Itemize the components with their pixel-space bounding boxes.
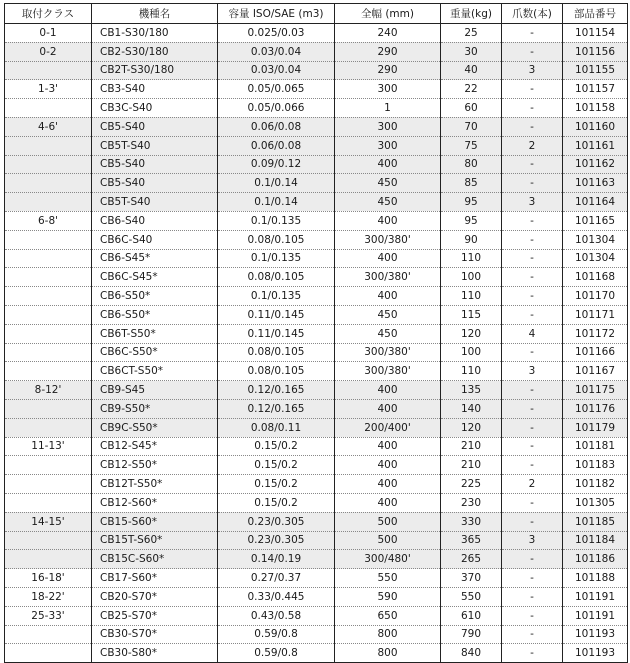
cell-model-name: CB30-S80* xyxy=(92,644,218,663)
cell-teeth-count: - xyxy=(502,437,563,456)
cell-part-number: 101305 xyxy=(563,493,628,512)
table-row xyxy=(5,644,628,663)
cell-mount-class xyxy=(5,99,92,118)
cell-teeth-count: - xyxy=(502,42,563,61)
cell-overall-width: 400 xyxy=(335,381,441,400)
table-row xyxy=(5,550,628,569)
cell-model-name: CB2-S30/180 xyxy=(92,42,218,61)
cell-overall-width: 800 xyxy=(335,625,441,644)
cell-part-number: 101156 xyxy=(563,42,628,61)
cell-model-name: CB6-S50* xyxy=(92,287,218,306)
cell-weight: 60 xyxy=(441,99,502,118)
cell-mount-class xyxy=(5,305,92,324)
cell-part-number: 101175 xyxy=(563,381,628,400)
cell-teeth-count: - xyxy=(502,456,563,475)
cell-mount-class xyxy=(5,268,92,287)
cell-capacity: 0.08/0.11 xyxy=(218,418,335,437)
cell-teeth-count: - xyxy=(502,625,563,644)
cell-overall-width: 400 xyxy=(335,155,441,174)
cell-teeth-count: - xyxy=(502,174,563,193)
cell-model-name: CB20-S70* xyxy=(92,587,218,606)
table-row xyxy=(5,136,628,155)
cell-mount-class: 8-12' xyxy=(5,381,92,400)
cell-overall-width: 240 xyxy=(335,24,441,43)
cell-capacity: 0.15/0.2 xyxy=(218,475,335,494)
cell-weight: 370 xyxy=(441,569,502,588)
table-row xyxy=(5,24,628,43)
cell-capacity: 0.1/0.14 xyxy=(218,193,335,212)
cell-teeth-count: - xyxy=(502,99,563,118)
cell-teeth-count: 3 xyxy=(502,531,563,550)
table-row xyxy=(5,587,628,606)
table-row xyxy=(5,324,628,343)
table-row xyxy=(5,362,628,381)
cell-teeth-count: - xyxy=(502,644,563,663)
cell-teeth-count: - xyxy=(502,493,563,512)
cell-overall-width: 300 xyxy=(335,80,441,99)
cell-part-number: 101170 xyxy=(563,287,628,306)
cell-part-number: 101166 xyxy=(563,343,628,362)
cell-teeth-count: 3 xyxy=(502,193,563,212)
cell-part-number: 101188 xyxy=(563,569,628,588)
cell-capacity: 0.06/0.08 xyxy=(218,136,335,155)
cell-capacity: 0.05/0.066 xyxy=(218,99,335,118)
cell-overall-width: 400 xyxy=(335,287,441,306)
cell-part-number: 101191 xyxy=(563,587,628,606)
cell-mount-class xyxy=(5,493,92,512)
cell-mount-class xyxy=(5,531,92,550)
cell-overall-width: 400 xyxy=(335,399,441,418)
cell-teeth-count: 3 xyxy=(502,362,563,381)
cell-overall-width: 650 xyxy=(335,606,441,625)
cell-part-number: 101182 xyxy=(563,475,628,494)
cell-weight: 365 xyxy=(441,531,502,550)
cell-mount-class xyxy=(5,456,92,475)
cell-capacity: 0.08/0.105 xyxy=(218,343,335,362)
table-row xyxy=(5,493,628,512)
cell-teeth-count: - xyxy=(502,305,563,324)
table-row xyxy=(5,193,628,212)
cell-part-number: 101176 xyxy=(563,399,628,418)
cell-weight: 90 xyxy=(441,230,502,249)
cell-model-name: CB12-S50* xyxy=(92,456,218,475)
cell-overall-width: 590 xyxy=(335,587,441,606)
cell-teeth-count: - xyxy=(502,606,563,625)
cell-overall-width: 450 xyxy=(335,324,441,343)
cell-weight: 95 xyxy=(441,193,502,212)
cell-teeth-count: - xyxy=(502,569,563,588)
cell-mount-class xyxy=(5,230,92,249)
cell-teeth-count: - xyxy=(502,550,563,569)
cell-capacity: 0.23/0.305 xyxy=(218,531,335,550)
cell-overall-width: 300 xyxy=(335,136,441,155)
cell-model-name: CB5-S40 xyxy=(92,174,218,193)
cell-mount-class xyxy=(5,399,92,418)
cell-weight: 840 xyxy=(441,644,502,663)
spec-table xyxy=(4,3,628,663)
cell-weight: 110 xyxy=(441,287,502,306)
cell-model-name: CB6C-S40 xyxy=(92,230,218,249)
cell-model-name: CB6-S50* xyxy=(92,305,218,324)
cell-overall-width: 400 xyxy=(335,437,441,456)
cell-part-number: 101162 xyxy=(563,155,628,174)
cell-weight: 265 xyxy=(441,550,502,569)
cell-weight: 40 xyxy=(441,61,502,80)
cell-teeth-count: 2 xyxy=(502,475,563,494)
cell-teeth-count: - xyxy=(502,24,563,43)
cell-capacity: 0.15/0.2 xyxy=(218,437,335,456)
table-row xyxy=(5,117,628,136)
cell-model-name: CB6-S45* xyxy=(92,249,218,268)
table-row xyxy=(5,569,628,588)
cell-mount-class: 18-22' xyxy=(5,587,92,606)
cell-part-number: 101183 xyxy=(563,456,628,475)
cell-part-number: 101161 xyxy=(563,136,628,155)
cell-mount-class: 14-15' xyxy=(5,512,92,531)
cell-model-name: CB3-S40 xyxy=(92,80,218,99)
cell-weight: 70 xyxy=(441,117,502,136)
table-row xyxy=(5,437,628,456)
cell-part-number: 101158 xyxy=(563,99,628,118)
cell-weight: 115 xyxy=(441,305,502,324)
cell-part-number: 101171 xyxy=(563,305,628,324)
cell-model-name: CB15T-S60* xyxy=(92,531,218,550)
table-row xyxy=(5,42,628,61)
cell-model-name: CB2T-S30/180 xyxy=(92,61,218,80)
cell-overall-width: 400 xyxy=(335,456,441,475)
cell-teeth-count: - xyxy=(502,287,563,306)
cell-weight: 225 xyxy=(441,475,502,494)
cell-teeth-count: - xyxy=(502,268,563,287)
cell-model-name: CB9-S45 xyxy=(92,381,218,400)
cell-overall-width: 550 xyxy=(335,569,441,588)
table-row xyxy=(5,512,628,531)
cell-overall-width: 1 xyxy=(335,99,441,118)
cell-weight: 22 xyxy=(441,80,502,99)
cell-overall-width: 450 xyxy=(335,305,441,324)
cell-part-number: 101157 xyxy=(563,80,628,99)
cell-part-number: 101179 xyxy=(563,418,628,437)
cell-teeth-count: - xyxy=(502,211,563,230)
table-row xyxy=(5,418,628,437)
table-body xyxy=(5,24,628,663)
cell-capacity: 0.11/0.145 xyxy=(218,324,335,343)
table-row xyxy=(5,399,628,418)
cell-teeth-count: 2 xyxy=(502,136,563,155)
cell-capacity: 0.59/0.8 xyxy=(218,625,335,644)
cell-mount-class: 16-18' xyxy=(5,569,92,588)
cell-part-number: 101184 xyxy=(563,531,628,550)
cell-mount-class xyxy=(5,550,92,569)
cell-part-number: 101304 xyxy=(563,230,628,249)
table-row xyxy=(5,61,628,80)
cell-overall-width: 800 xyxy=(335,644,441,663)
cell-model-name: CB6CT-S50* xyxy=(92,362,218,381)
table-row xyxy=(5,80,628,99)
cell-weight: 80 xyxy=(441,155,502,174)
cell-capacity: 0.11/0.145 xyxy=(218,305,335,324)
table-row xyxy=(5,249,628,268)
cell-overall-width: 450 xyxy=(335,174,441,193)
cell-teeth-count: - xyxy=(502,155,563,174)
cell-capacity: 0.08/0.105 xyxy=(218,268,335,287)
cell-overall-width: 400 xyxy=(335,475,441,494)
cell-weight: 210 xyxy=(441,456,502,475)
cell-weight: 230 xyxy=(441,493,502,512)
cell-weight: 100 xyxy=(441,343,502,362)
cell-part-number: 101185 xyxy=(563,512,628,531)
cell-weight: 120 xyxy=(441,324,502,343)
header-part-number: 部品番号 xyxy=(563,4,628,24)
header-teeth-count: 爪数(本) xyxy=(502,4,563,24)
cell-model-name: CB6C-S45* xyxy=(92,268,218,287)
cell-weight: 110 xyxy=(441,362,502,381)
cell-part-number: 101181 xyxy=(563,437,628,456)
cell-overall-width: 300/480' xyxy=(335,550,441,569)
cell-mount-class xyxy=(5,324,92,343)
cell-part-number: 101165 xyxy=(563,211,628,230)
cell-weight: 25 xyxy=(441,24,502,43)
cell-part-number: 101172 xyxy=(563,324,628,343)
cell-mount-class xyxy=(5,287,92,306)
table-row xyxy=(5,456,628,475)
cell-model-name: CB5-S40 xyxy=(92,117,218,136)
cell-model-name: CB15C-S60* xyxy=(92,550,218,569)
cell-capacity: 0.43/0.58 xyxy=(218,606,335,625)
cell-part-number: 101193 xyxy=(563,625,628,644)
cell-overall-width: 300/380' xyxy=(335,362,441,381)
cell-capacity: 0.14/0.19 xyxy=(218,550,335,569)
cell-mount-class xyxy=(5,61,92,80)
cell-model-name: CB30-S70* xyxy=(92,625,218,644)
cell-mount-class xyxy=(5,475,92,494)
cell-capacity: 0.05/0.065 xyxy=(218,80,335,99)
cell-model-name: CB3C-S40 xyxy=(92,99,218,118)
cell-weight: 110 xyxy=(441,249,502,268)
cell-overall-width: 450 xyxy=(335,193,441,212)
cell-part-number: 101186 xyxy=(563,550,628,569)
cell-weight: 95 xyxy=(441,211,502,230)
cell-mount-class: 0-1 xyxy=(5,24,92,43)
cell-mount-class xyxy=(5,155,92,174)
cell-part-number: 101154 xyxy=(563,24,628,43)
cell-weight: 610 xyxy=(441,606,502,625)
table-row xyxy=(5,381,628,400)
cell-weight: 75 xyxy=(441,136,502,155)
cell-weight: 120 xyxy=(441,418,502,437)
cell-capacity: 0.33/0.445 xyxy=(218,587,335,606)
cell-capacity: 0.15/0.2 xyxy=(218,493,335,512)
cell-model-name: CB12T-S50* xyxy=(92,475,218,494)
cell-weight: 550 xyxy=(441,587,502,606)
cell-mount-class xyxy=(5,136,92,155)
cell-teeth-count: - xyxy=(502,587,563,606)
cell-mount-class: 11-13' xyxy=(5,437,92,456)
cell-model-name: CB9C-S50* xyxy=(92,418,218,437)
table-row xyxy=(5,99,628,118)
cell-capacity: 0.08/0.105 xyxy=(218,362,335,381)
header-overall-width: 全幅 (mm) xyxy=(335,4,441,24)
cell-teeth-count: - xyxy=(502,418,563,437)
cell-weight: 330 xyxy=(441,512,502,531)
cell-capacity: 0.03/0.04 xyxy=(218,42,335,61)
header-weight: 重量(kg) xyxy=(441,4,502,24)
table-row xyxy=(5,230,628,249)
cell-part-number: 101164 xyxy=(563,193,628,212)
cell-mount-class: 25-33' xyxy=(5,606,92,625)
cell-overall-width: 300/380' xyxy=(335,268,441,287)
cell-teeth-count: - xyxy=(502,381,563,400)
cell-capacity: 0.1/0.135 xyxy=(218,249,335,268)
table-row xyxy=(5,268,628,287)
cell-teeth-count: - xyxy=(502,230,563,249)
cell-mount-class xyxy=(5,174,92,193)
header-row xyxy=(5,4,628,24)
cell-capacity: 0.03/0.04 xyxy=(218,61,335,80)
header-model-name: 機種名 xyxy=(92,4,218,24)
cell-part-number: 101193 xyxy=(563,644,628,663)
cell-mount-class xyxy=(5,644,92,663)
table-row xyxy=(5,606,628,625)
cell-teeth-count: - xyxy=(502,80,563,99)
cell-capacity: 0.1/0.135 xyxy=(218,287,335,306)
cell-weight: 790 xyxy=(441,625,502,644)
cell-teeth-count: - xyxy=(502,249,563,268)
cell-teeth-count: - xyxy=(502,399,563,418)
cell-mount-class xyxy=(5,362,92,381)
cell-capacity: 0.06/0.08 xyxy=(218,117,335,136)
cell-overall-width: 200/400' xyxy=(335,418,441,437)
header-capacity: 容量 ISO/SAE (m3) xyxy=(218,4,335,24)
table-row xyxy=(5,343,628,362)
cell-capacity: 0.09/0.12 xyxy=(218,155,335,174)
cell-model-name: CB12-S45* xyxy=(92,437,218,456)
table-row xyxy=(5,305,628,324)
cell-teeth-count: - xyxy=(502,512,563,531)
cell-mount-class: 6-8' xyxy=(5,211,92,230)
cell-mount-class xyxy=(5,625,92,644)
table-row xyxy=(5,287,628,306)
cell-mount-class: 4-6' xyxy=(5,117,92,136)
cell-model-name: CB5T-S40 xyxy=(92,136,218,155)
cell-mount-class: 1-3' xyxy=(5,80,92,99)
spec-table-container xyxy=(4,3,628,663)
cell-capacity: 0.12/0.165 xyxy=(218,399,335,418)
cell-mount-class xyxy=(5,418,92,437)
cell-overall-width: 400 xyxy=(335,249,441,268)
cell-overall-width: 400 xyxy=(335,493,441,512)
table-row xyxy=(5,211,628,230)
cell-weight: 210 xyxy=(441,437,502,456)
cell-teeth-count: - xyxy=(502,343,563,362)
cell-model-name: CB15-S60* xyxy=(92,512,218,531)
cell-mount-class xyxy=(5,193,92,212)
cell-overall-width: 500 xyxy=(335,512,441,531)
cell-weight: 135 xyxy=(441,381,502,400)
table-row xyxy=(5,531,628,550)
cell-capacity: 0.1/0.14 xyxy=(218,174,335,193)
cell-model-name: CB6-S40 xyxy=(92,211,218,230)
cell-model-name: CB6T-S50* xyxy=(92,324,218,343)
cell-overall-width: 300/380' xyxy=(335,230,441,249)
cell-part-number: 101167 xyxy=(563,362,628,381)
cell-model-name: CB9-S50* xyxy=(92,399,218,418)
table-row xyxy=(5,625,628,644)
cell-teeth-count: 3 xyxy=(502,61,563,80)
table-row xyxy=(5,475,628,494)
cell-mount-class xyxy=(5,249,92,268)
cell-weight: 100 xyxy=(441,268,502,287)
cell-part-number: 101191 xyxy=(563,606,628,625)
cell-model-name: CB12-S60* xyxy=(92,493,218,512)
table-row xyxy=(5,174,628,193)
cell-overall-width: 290 xyxy=(335,61,441,80)
cell-capacity: 0.27/0.37 xyxy=(218,569,335,588)
cell-capacity: 0.1/0.135 xyxy=(218,211,335,230)
table-row xyxy=(5,155,628,174)
cell-model-name: CB6C-S50* xyxy=(92,343,218,362)
cell-part-number: 101163 xyxy=(563,174,628,193)
cell-model-name: CB25-S70* xyxy=(92,606,218,625)
cell-model-name: CB5-S40 xyxy=(92,155,218,174)
cell-part-number: 101168 xyxy=(563,268,628,287)
cell-teeth-count: - xyxy=(502,117,563,136)
cell-weight: 30 xyxy=(441,42,502,61)
cell-capacity: 0.59/0.8 xyxy=(218,644,335,663)
cell-part-number: 101304 xyxy=(563,249,628,268)
cell-weight: 85 xyxy=(441,174,502,193)
header-mount-class: 取付クラス xyxy=(5,4,92,24)
cell-model-name: CB17-S60* xyxy=(92,569,218,588)
cell-weight: 140 xyxy=(441,399,502,418)
cell-overall-width: 300/380' xyxy=(335,343,441,362)
cell-capacity: 0.12/0.165 xyxy=(218,381,335,400)
cell-overall-width: 400 xyxy=(335,211,441,230)
cell-teeth-count: 4 xyxy=(502,324,563,343)
cell-part-number: 101155 xyxy=(563,61,628,80)
cell-capacity: 0.15/0.2 xyxy=(218,456,335,475)
cell-overall-width: 290 xyxy=(335,42,441,61)
cell-model-name: CB5T-S40 xyxy=(92,193,218,212)
cell-capacity: 0.08/0.105 xyxy=(218,230,335,249)
cell-overall-width: 300 xyxy=(335,117,441,136)
cell-model-name: CB1-S30/180 xyxy=(92,24,218,43)
cell-overall-width: 500 xyxy=(335,531,441,550)
cell-mount-class: 0-2 xyxy=(5,42,92,61)
cell-mount-class xyxy=(5,343,92,362)
cell-part-number: 101160 xyxy=(563,117,628,136)
cell-capacity: 0.23/0.305 xyxy=(218,512,335,531)
cell-capacity: 0.025/0.03 xyxy=(218,24,335,43)
